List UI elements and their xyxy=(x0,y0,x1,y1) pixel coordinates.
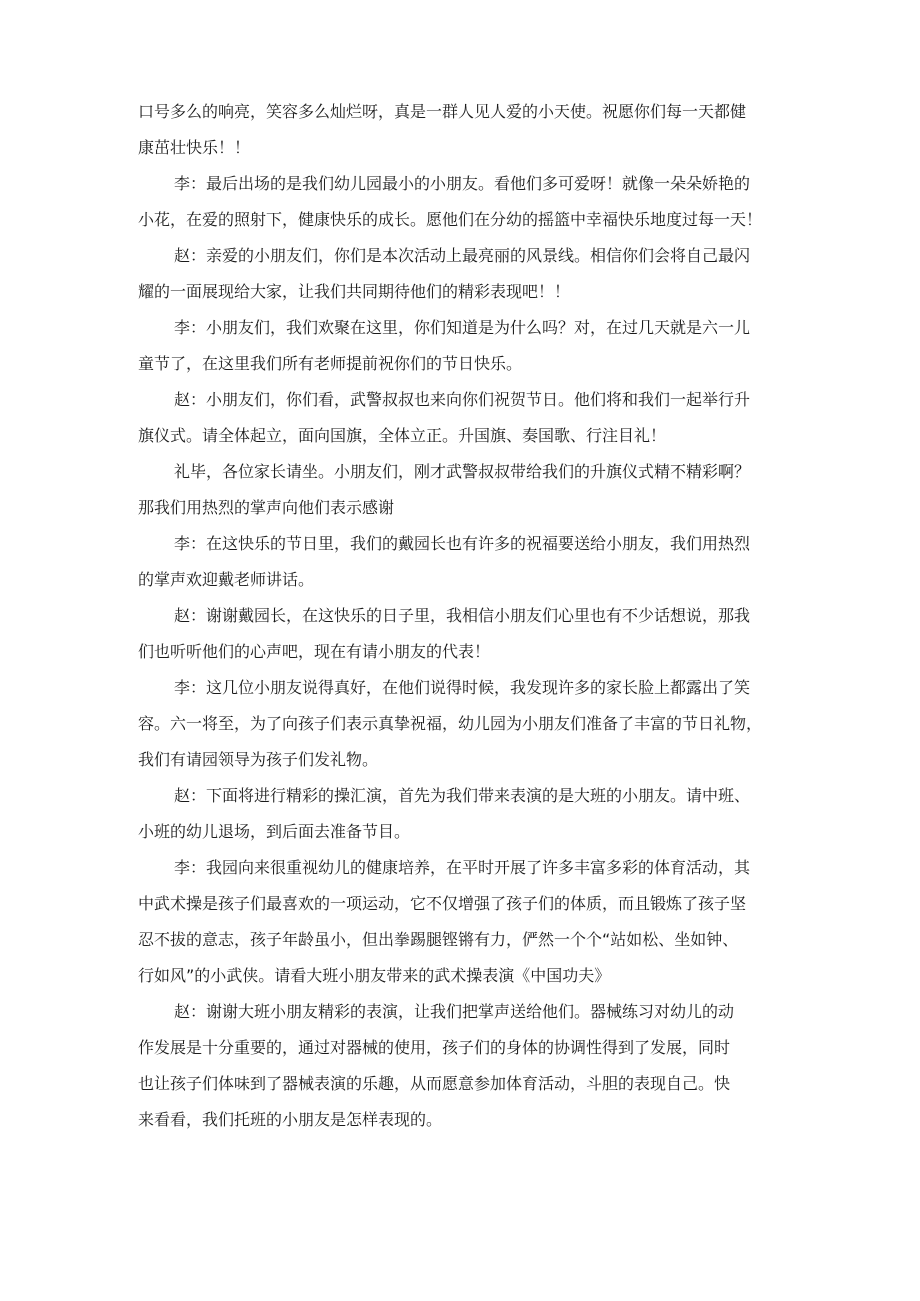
paragraph xyxy=(0,454,750,526)
text-line: 李：最后出场的是我们幼儿园最小的小朋友。看他们多可爱呀！就像一朵朵娇艳的 xyxy=(174,174,751,193)
text-line: 也让孩子们体味到了器械表演的乐趣，从而愿意参加体育活动，斗胆的表现自己。快 xyxy=(138,1074,731,1093)
text-line: 小花，在爱的照射下，健康快乐的成长。愿他们在分幼的摇篮中幸福快乐地度过每一天！ xyxy=(138,210,763,229)
paragraph xyxy=(0,310,750,382)
text-line: 赵：谢谢戴园长，在这快乐的日子里，我相信小朋友们心里也有不少话想说，那我 xyxy=(174,606,751,625)
text-line: 赵：亲爱的小朋友们，你们是本次活动上最亮丽的风景线。相信你们会将自己最闪 xyxy=(174,246,751,265)
paragraph xyxy=(0,598,750,670)
text-line: 口号多么的响亮，笑容多么灿烂呀，真是一群人见人爱的小天使。祝愿你们每一天都健 xyxy=(138,102,747,121)
text-line: 中武术操是孩子们最喜欢的一项运动，它不仅增强了孩子们的体质，而且锻炼了孩子坚 xyxy=(138,894,747,913)
text-line: 小班的幼儿退场，到后面去准备节目。 xyxy=(138,822,411,841)
text-line: 行如风”的小武侠。请看大班小朋友带来的武术操表演《中国功夫》 xyxy=(138,966,611,985)
text-line: 容。六一将至，为了向孩子们表示真挚祝福，幼儿园为小朋友们准备了丰富的节日礼物， xyxy=(138,714,763,733)
text-line: 忍不拔的意志，孩子年龄虽小，但出拳踢腿铿锵有力，俨然一个个“站如松、坐如钟、 xyxy=(138,930,739,949)
text-line: 旗仪式。请全体起立，面向国旗，全体立正。升国旗、奏国歌、行注目礼！ xyxy=(138,426,667,445)
text-line: 康茁壮快乐！！ xyxy=(138,138,251,157)
text-line: 童节了，在这里我们所有老师提前祝你们的节日快乐。 xyxy=(138,354,523,373)
text-line: 耀的一面展现给大家，让我们共同期待他们的精彩表现吧！！ xyxy=(138,282,571,301)
text-line: 我们有请园领导为孩子们发礼物。 xyxy=(138,750,379,769)
paragraph xyxy=(0,166,762,238)
paragraph xyxy=(0,94,746,166)
text-line: 那我们用热烈的掌声向他们表示感谢 xyxy=(138,498,395,517)
text-line: 李：这几位小朋友说得真好，在他们说得时候，我发现许多的家长脸上都露出了笑 xyxy=(174,678,751,697)
text-line: 李：小朋友们，我们欢聚在这里，你们知道是为什么吗？对，在过几天就是六一儿 xyxy=(174,318,751,337)
text-line: 礼毕，各位家长请坐。小朋友们，刚才武警叔叔带给我们的升旗仪式精不精彩啊？ xyxy=(174,462,751,481)
text-line: 来看看，我们托班的小朋友是怎样表现的。 xyxy=(138,1110,443,1129)
text-line: 赵：下面将进行精彩的操汇演，首先为我们带来表演的是大班的小朋友。请中班、 xyxy=(174,786,751,805)
text-line: 李：我园向来很重视幼儿的健康培养，在平时开展了许多丰富多彩的体育活动，其 xyxy=(174,858,751,877)
paragraph xyxy=(0,382,750,454)
paragraph xyxy=(0,850,750,994)
paragraph xyxy=(0,670,762,778)
paragraph xyxy=(0,238,750,310)
paragraph xyxy=(0,526,750,598)
paragraph xyxy=(0,778,750,850)
text-line: 赵：谢谢大班小朋友精彩的表演，让我们把掌声送给他们。器械练习对幼儿的动 xyxy=(174,1002,735,1021)
paragraph xyxy=(0,994,734,1138)
text-line: 李：在这快乐的节日里，我们的戴园长也有许多的祝福要送给小朋友，我们用热烈 xyxy=(174,534,751,553)
text-line: 作发展是十分重要的，通过对器械的使用，孩子们的身体的协调性得到了发展，同时 xyxy=(138,1038,731,1057)
text-line: 赵：小朋友们，你们看，武警叔叔也来向你们祝贺节日。他们将和我们一起举行升 xyxy=(174,390,751,409)
text-line: 们也听听他们的心声吧，现在有请小朋友的代表！ xyxy=(138,642,491,661)
text-line: 的掌声欢迎戴老师讲话。 xyxy=(138,570,315,589)
